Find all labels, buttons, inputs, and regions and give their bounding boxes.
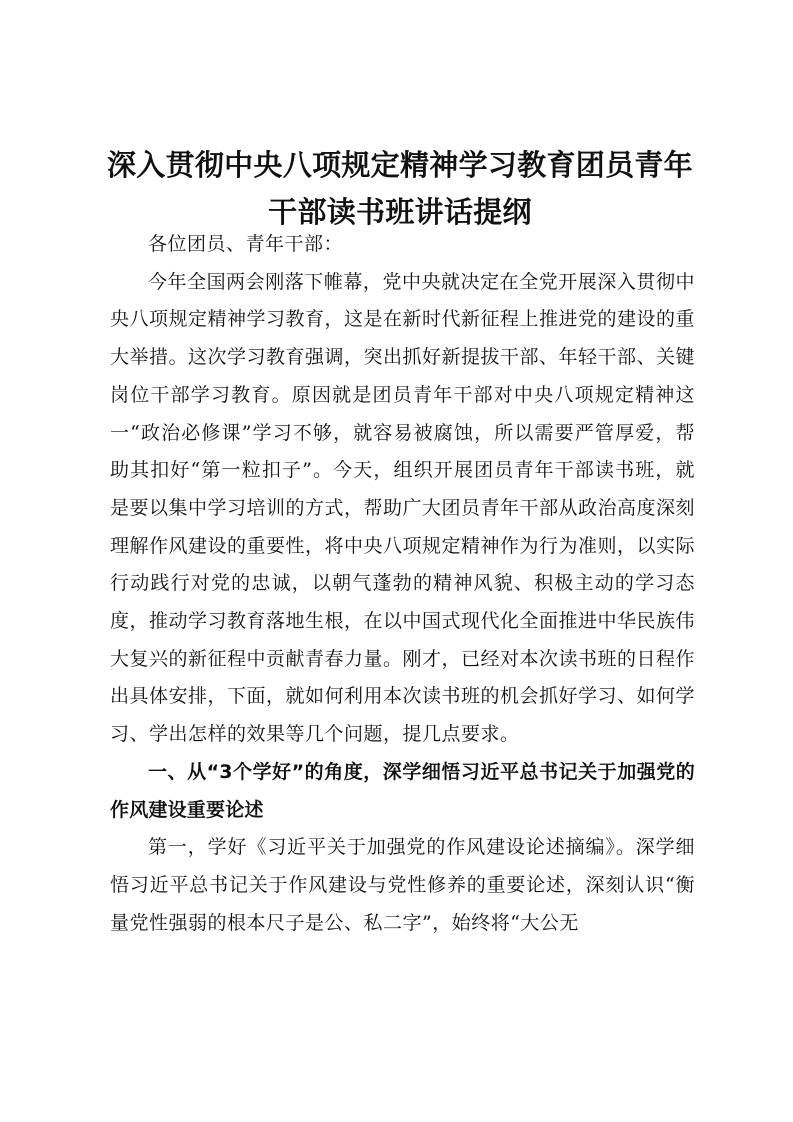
section-heading-1: 一、从“3个学好”的角度，深学细悟习近平总书记关于加强党的作风建设重要论述 bbox=[110, 760, 695, 821]
paragraph-section-1: 第一，学好《习近平关于加强党的作风建设论述摘编》。深学细悟习近平总书记关于作风建设与党性修养的重要论述，深刻认识“衡量党性强弱的根本尺子是公、私二字”，始终将“大公无 bbox=[110, 836, 695, 934]
salutation: 各位团员、青年干部： bbox=[148, 233, 344, 255]
paragraph-intro: 今年全国两会刚落下帷幕，党中央就决定在全党开展深入贯彻中央八项规定精神学习教育，这是在新时代新征程上推进党的建设的重大举措。这次学习教育强调，突出抓好新提拔干部、年轻干部、关键岗位干部学习教育。原因就是团员青年干部对中央八项规定精神这一“政治必修课”学习不够，就容易被腐蚀，所以需要严管厚爱，帮助其扣好“第一粒扣子”。今天，组织开展团员青年干部读书班，就是要以集中学习培训的方式，帮助广大团员青年干部从政治高度深刻理解作风建设的重要性，将中央八项规定精神作为行为准则，以实际行动践行对党的忠诚，以朝气蓬勃的精神风貌、积极主动的学习态度，推动学习教育落地生根，在以中国式现代化全面推进中华民族伟大复兴的新征程中贡献青春力量。刚才，已经对本次读书班的日程作出具体安排，下面，就如何利用本次读书班的机会抓好学习、如何学习、学出怎样的效果等几个问题，提几点要求。 bbox=[110, 270, 696, 746]
title-line-2: 干部读书班讲话提纲 bbox=[268, 195, 532, 229]
document-title bbox=[100, 142, 700, 236]
document-body bbox=[110, 226, 695, 942]
title-line-1: 深入贯彻中央八项规定精神学习教育团员青年 bbox=[106, 148, 693, 182]
